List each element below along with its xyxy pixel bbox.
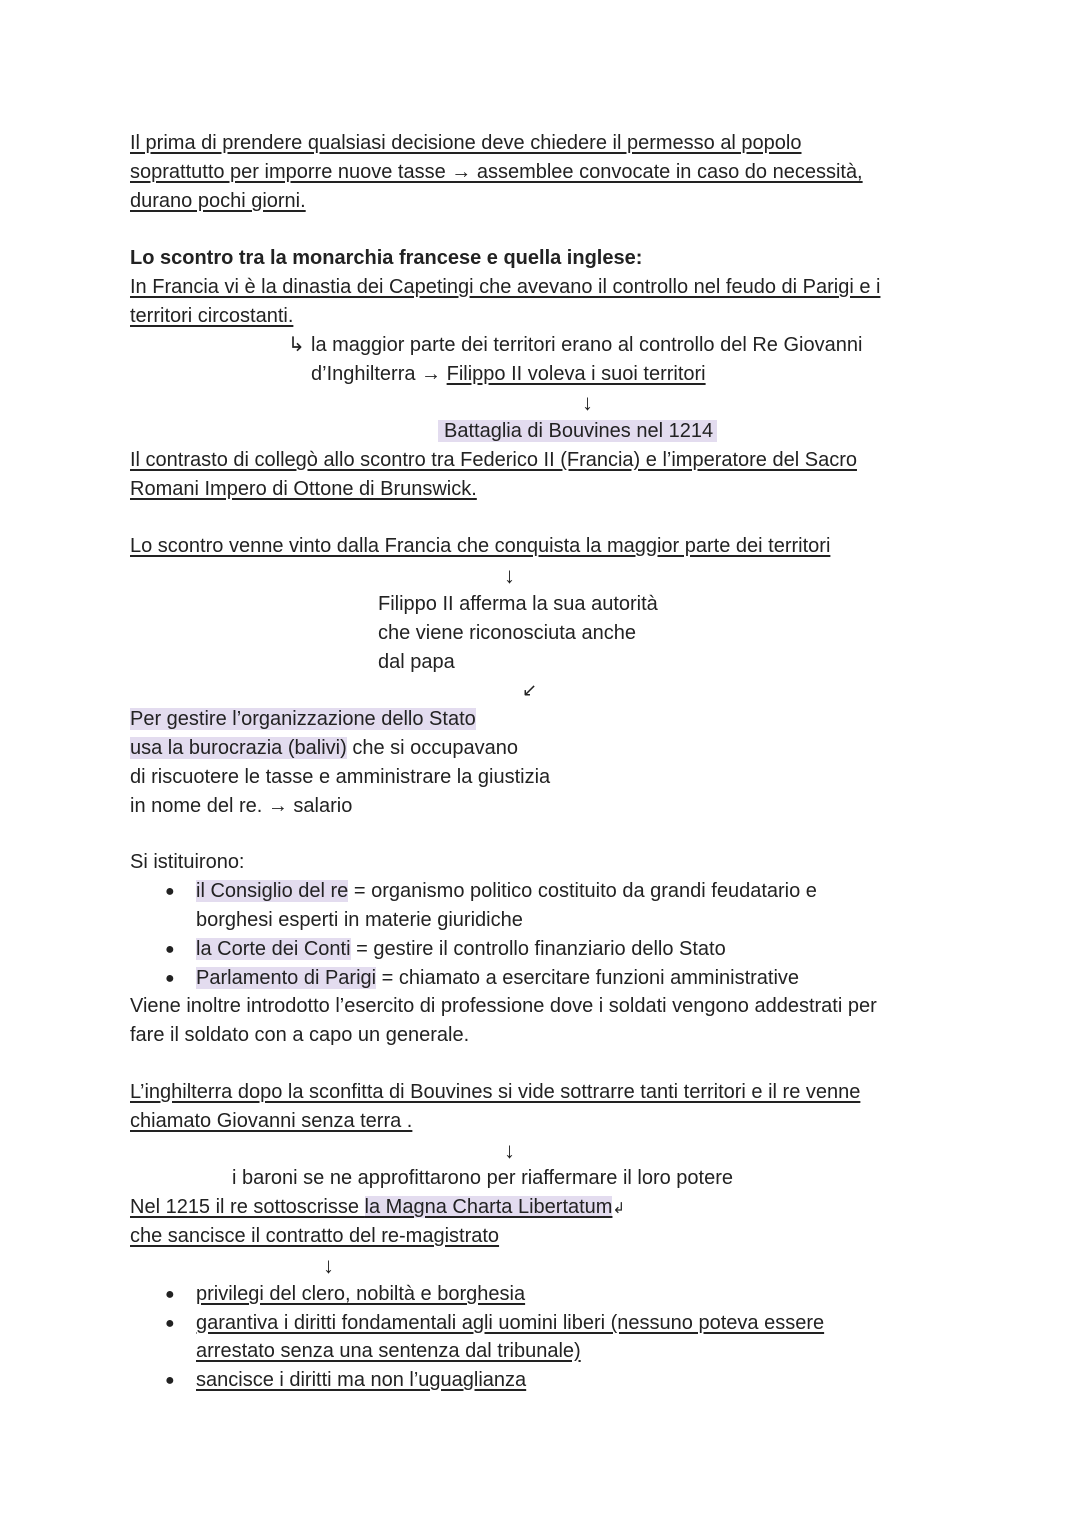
institution-desc-1: = organismo politico costituito da grandi feudatario e: [348, 880, 817, 902]
army-line2: fare il soldato con a capo un generale.: [130, 1024, 470, 1046]
bullet-icon: ●: [165, 1372, 175, 1389]
charta-line: [130, 1193, 625, 1222]
section-heading: Lo scontro tra la monarchia francese e quella inglese:: [130, 247, 643, 269]
para1-line1: Il prima di prendere qualsiasi decisione deve chiedere il permesso al popolo: [130, 132, 802, 154]
institution-item-2: [196, 935, 726, 964]
bureaucracy-line1-text: Per gestire l’organizzazione dello Stato: [130, 708, 476, 730]
charta-item-2: garantiva i diritti fondamentali agli uomini liberi (nessuno poteva essere: [196, 1312, 825, 1334]
philip-line1: Filippo II afferma la sua autorità: [378, 593, 658, 615]
charta-item-3: sancisce i diritti ma non l’uguaglianza: [196, 1369, 527, 1391]
contrast-line1: Il contrasto di collegò allo scontro tra Federico II (Francia) e l’imperatore del Sacro: [130, 449, 857, 471]
bureaucracy-line2-rest: che si occupavano: [346, 737, 518, 759]
army-line1: Viene inoltre introdotto l’esercito di professione dove i soldati vengono addestrati per: [130, 995, 877, 1017]
institution-name-3: Parlamento di Parigi: [196, 967, 377, 989]
institution-item-1: [196, 877, 817, 906]
charta-line2: che sancisce il contratto del re-magistrato: [130, 1225, 500, 1247]
barons-line: i baroni se ne approfittarono per riaffermare il loro potere: [232, 1167, 734, 1189]
france-line1: In Francia vi è la dinastia dei Capetingi che avevano il controllo nel feudo di Parigi e i: [130, 276, 881, 298]
battle-text: Battaglia di Bouvines nel 1214: [438, 420, 717, 442]
battle-label: [438, 417, 717, 446]
contrast-line2: Romani Impero di Ottone di Brunswick.: [130, 478, 477, 500]
charta-highlight: la Magna Charta Libertatum: [364, 1196, 613, 1218]
philip-line2: che viene riconosciuta anche: [378, 622, 636, 644]
bullet-icon: ●: [165, 1286, 175, 1303]
bullet-icon: ●: [165, 883, 175, 900]
bullet-icon: ●: [165, 941, 175, 958]
philip-line3: dal papa: [378, 651, 455, 673]
branch-line2-underlined: Filippo II voleva i suoi territori: [446, 363, 706, 385]
branch-arrow-icon: ↳: [288, 334, 305, 356]
charta-item-2-cont: arrestato senza una sentenza dal tribunale): [196, 1340, 581, 1362]
institution-name-1: il Consiglio del re: [196, 880, 349, 902]
bureaucracy-line3: di riscuotere le tasse e amministrare la giustizia: [130, 766, 551, 788]
france-line2: territori circostanti.: [130, 305, 294, 327]
institution-desc-2: = gestire il controllo finanziario dello Stato: [350, 938, 726, 960]
down-arrow-icon: ↓: [582, 390, 593, 415]
france-branch-line1: la maggior parte dei territori erano al controllo del Re Giovanni: [311, 334, 863, 356]
england-line1: L’inghilterra dopo la sconfitta di Bouvines si vide sottrarre tanti territori e il re venne: [130, 1081, 861, 1103]
para1-line3: durano pochi giorni.: [130, 190, 306, 212]
bureaucracy-line2: [130, 734, 518, 763]
institutions-intro: Si istituirono:: [130, 851, 245, 873]
bullet-icon: ●: [165, 970, 175, 987]
institution-item-1-cont: borghesi esperti in materie giuridiche: [196, 909, 523, 931]
bureaucracy-line1: [130, 705, 476, 734]
down-arrow-icon-3: ↓: [504, 1138, 515, 1163]
down-arrow-icon-4: ↓: [323, 1253, 334, 1278]
diagonal-arrow-icon: ↙: [522, 680, 538, 700]
down-arrow-icon-2: ↓: [504, 563, 515, 588]
victory-line: Lo scontro venne vinto dalla Francia che conquista la maggior parte dei territori: [130, 535, 831, 557]
bureaucracy-line4: in nome del re. → salario: [130, 795, 353, 817]
branch-line2-plain: d’Inghilterra →: [311, 363, 447, 385]
return-icon: ↲: [612, 1200, 626, 1217]
charta-item-1: privilegi del clero, nobiltà e borghesia: [196, 1283, 526, 1305]
institution-item-3: [196, 964, 799, 993]
bureaucracy-highlight: usa la burocrazia (balivi): [130, 737, 347, 759]
institution-desc-3: = chiamato a esercitare funzioni amministrative: [376, 967, 800, 989]
france-branch-line2: [311, 360, 706, 389]
england-line2: chiamato Giovanni senza terra .: [130, 1110, 413, 1132]
para1-line2: soprattutto per imporre nuove tasse → assemblee convocate in caso do necessità,: [130, 161, 863, 183]
institution-name-2: la Corte dei Conti: [196, 938, 351, 960]
bullet-icon: ●: [165, 1315, 175, 1332]
charta-pre: Nel 1215 il re sottoscrisse: [130, 1196, 365, 1218]
